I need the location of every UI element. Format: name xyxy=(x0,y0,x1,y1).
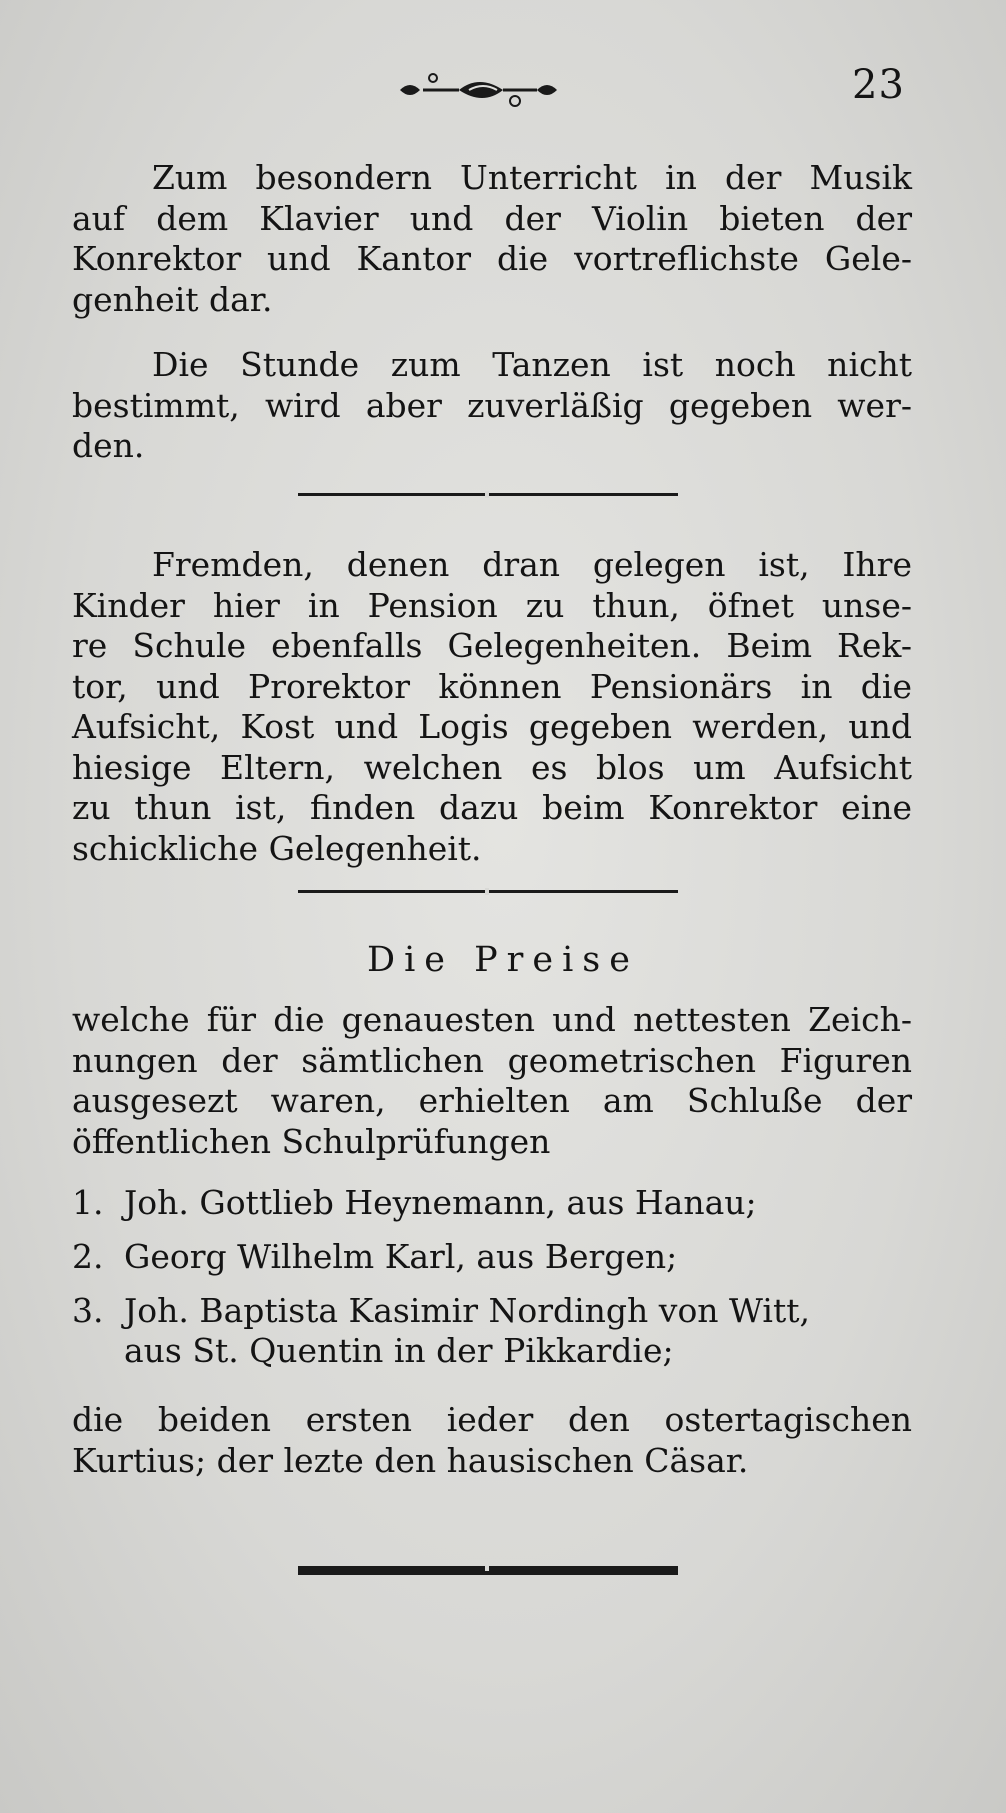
text-line: Zum besondern Unterricht in der Musik xyxy=(152,158,912,197)
text-line: nungen der sämtlichen geometrischen Figuren xyxy=(72,1040,912,1080)
text-line: zu thun ist, finden dazu beim Konrektor eine xyxy=(72,788,912,827)
paragraph-pension xyxy=(72,545,912,869)
section-divider xyxy=(298,493,678,496)
text-line: Konrektor und Kantor die vortreflichste Gele- xyxy=(72,239,912,278)
text-line: öffentlichen Schulprüfungen xyxy=(72,1121,551,1161)
list-item-number: 3. xyxy=(72,1291,104,1330)
list-item-text: Joh. Gottlieb Heynemann, aus Hanau; xyxy=(124,1183,757,1222)
list-item-text: Georg Wilhelm Karl, aus Bergen; xyxy=(124,1237,678,1276)
list-item xyxy=(72,1183,912,1223)
text-line: auf dem Klavier und der Violin bieten der xyxy=(72,198,912,238)
text-line: welche für die genauesten und nettesten Zeich- xyxy=(72,1000,912,1039)
text-line: bestimmt, wird aber zuverläßig gegeben wer- xyxy=(72,385,912,425)
list-item-number: 2. xyxy=(72,1237,104,1276)
paragraph-dance xyxy=(72,345,912,467)
section-divider xyxy=(298,890,678,893)
fleuron-ornament-icon xyxy=(395,68,565,114)
end-divider xyxy=(298,1566,678,1575)
text-line: Die Stunde zum Tanzen ist noch nicht xyxy=(152,345,912,384)
list-item-number: 1. xyxy=(72,1183,104,1222)
prizes-intro xyxy=(72,1000,912,1162)
text-line: Aufsicht, Kost und Logis gegeben werden, und xyxy=(72,707,912,746)
list-item xyxy=(72,1237,912,1277)
page-number: 23 xyxy=(852,62,905,108)
text-line: schickliche Gelegenheit. xyxy=(72,828,482,868)
text-line: ausgesezt waren, erhielten am Schluße der xyxy=(72,1081,912,1120)
text-line: Fremden, denen dran gelegen ist, Ihre xyxy=(152,545,912,584)
list-item-text: Joh. Baptista Kasimir Nordingh von Witt, xyxy=(124,1291,810,1330)
text-line: die beiden ersten ieder den ostertagischen xyxy=(72,1400,912,1439)
text-line: genheit dar. xyxy=(72,279,273,319)
text-line: den. xyxy=(72,426,145,465)
text-line: Kurtius; der lezte den hausischen Cäsar. xyxy=(72,1440,749,1480)
list-item xyxy=(72,1291,912,1331)
text-line: tor, und Prorektor können Pensionärs in die xyxy=(72,666,912,706)
prizes-closing xyxy=(72,1400,912,1481)
prizes-heading: Die Preise xyxy=(367,940,639,980)
text-line: re Schule ebenfalls Gelegenheiten. Beim Rek- xyxy=(72,626,912,665)
text-line: Kinder hier in Pension zu thun, öfnet unse- xyxy=(72,585,912,625)
paragraph-music xyxy=(72,158,912,320)
prize-winners-list xyxy=(72,1183,912,1371)
list-item-continuation: aus St. Quentin in der Pikkardie; xyxy=(124,1331,674,1370)
text-line: hiesige Eltern, welchen es blos um Aufsicht xyxy=(72,747,912,787)
